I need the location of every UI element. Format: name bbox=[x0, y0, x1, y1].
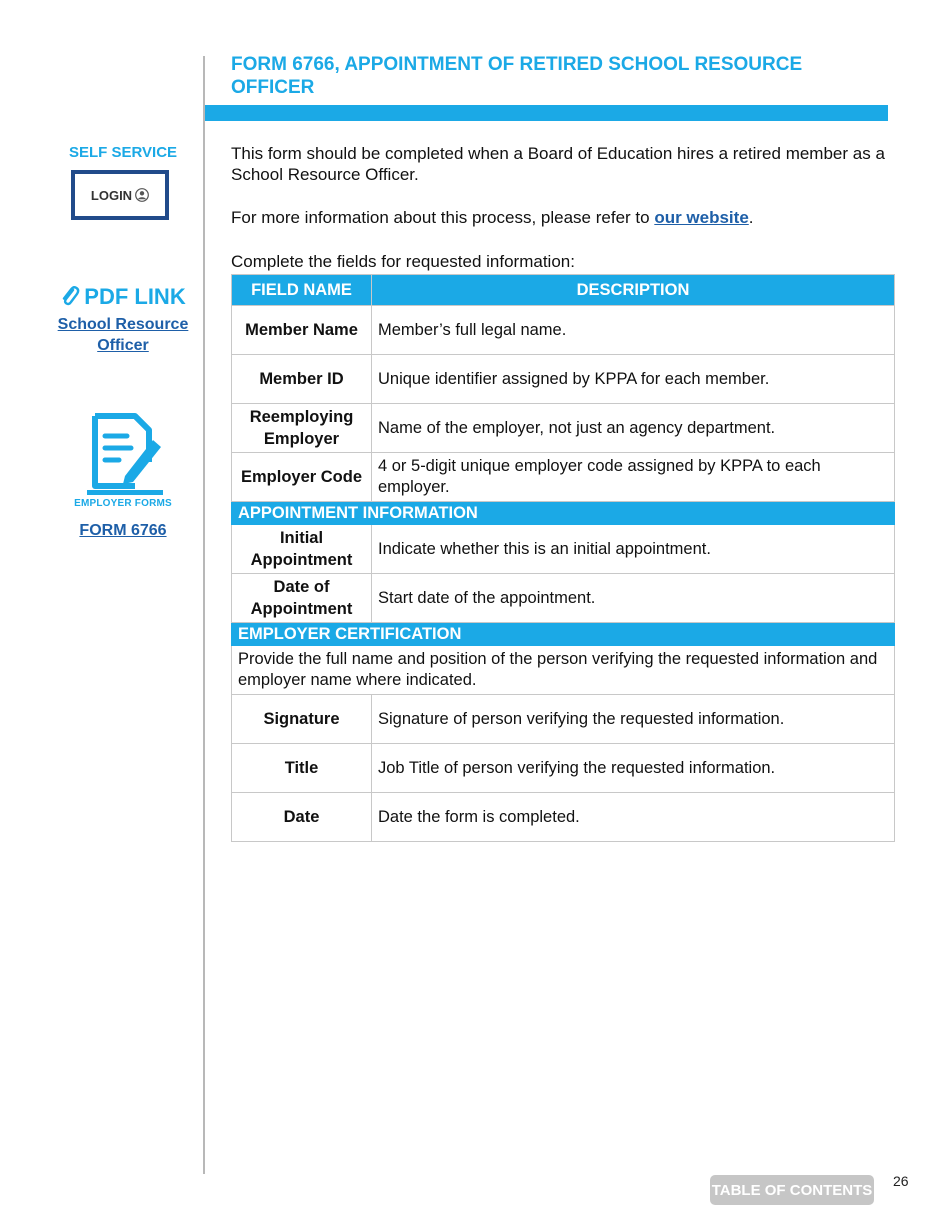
page-number: 26 bbox=[893, 1173, 909, 1189]
table-row bbox=[232, 453, 895, 502]
field-name: Member Name bbox=[232, 306, 372, 355]
field-description: 4 or 5-digit unique employer code assigned by KPPA to each employer. bbox=[372, 453, 895, 502]
table-of-contents-button[interactable]: TABLE OF CONTENTS bbox=[710, 1175, 874, 1205]
table-row bbox=[232, 306, 895, 355]
field-name: Title bbox=[232, 744, 372, 793]
instructions-paragraph: Complete the fields for requested information: bbox=[231, 252, 575, 271]
field-name: Reemploying Employer bbox=[232, 404, 372, 453]
field-description: Member’s full legal name. bbox=[372, 306, 895, 355]
sidebar-divider bbox=[203, 56, 205, 1174]
form-6766-link[interactable]: FORM 6766 bbox=[79, 522, 167, 539]
field-name: Date bbox=[232, 793, 372, 842]
section-title: APPOINTMENT INFORMATION bbox=[232, 502, 895, 525]
certification-note-row bbox=[232, 646, 895, 695]
field-description: Indicate whether this is an initial appointment. bbox=[372, 525, 895, 574]
section-row-certification bbox=[232, 623, 895, 646]
section-title: EMPLOYER CERTIFICATION bbox=[232, 623, 895, 646]
more-info-paragraph: For more information about this process, please refer to our website. bbox=[231, 208, 754, 227]
field-name: Date of Appointment bbox=[232, 574, 372, 623]
field-name: Signature bbox=[232, 695, 372, 744]
our-website-link[interactable]: our website bbox=[654, 208, 749, 227]
fields-table bbox=[231, 274, 895, 842]
pdf-link-school-resource-officer[interactable]: School Resource Officer bbox=[57, 316, 189, 354]
field-description: Job Title of person verifying the requested information. bbox=[372, 744, 895, 793]
table-row bbox=[232, 404, 895, 453]
table-header-row bbox=[232, 275, 895, 306]
table-row bbox=[232, 695, 895, 744]
pdf-link-label: PDF LINK bbox=[84, 284, 186, 309]
table-row bbox=[232, 525, 895, 574]
login-label: LOGIN bbox=[90, 187, 133, 203]
table-row bbox=[232, 793, 895, 842]
table-row bbox=[232, 574, 895, 623]
employer-forms-icon-wrap bbox=[85, 412, 165, 501]
field-description: Start date of the appointment. bbox=[372, 574, 895, 623]
employer-forms-caption: EMPLOYER FORMS bbox=[74, 498, 172, 509]
field-name: Employer Code bbox=[232, 453, 372, 502]
pdf-link-block bbox=[40, 284, 206, 356]
page-title: FORM 6766, APPOINTMENT OF RETIRED SCHOOL RESOURCE OFFICER bbox=[231, 54, 803, 98]
paperclip-icon bbox=[60, 285, 80, 309]
description-header: DESCRIPTION bbox=[372, 275, 895, 306]
field-name-header: FIELD NAME bbox=[232, 275, 372, 306]
login-button[interactable] bbox=[71, 170, 169, 220]
table-row bbox=[232, 744, 895, 793]
field-description: Date the form is completed. bbox=[372, 793, 895, 842]
field-description: Signature of person verifying the requested information. bbox=[372, 695, 895, 744]
intro-paragraph: This form should be completed when a Board of Education hires a retired member as a School Resource Officer. bbox=[231, 144, 885, 184]
table-row bbox=[232, 355, 895, 404]
employer-forms-icon[interactable] bbox=[85, 412, 165, 496]
field-description: Name of the employer, not just an agency department. bbox=[372, 404, 895, 453]
user-icon bbox=[135, 188, 149, 202]
field-description: Unique identifier assigned by KPPA for each member. bbox=[372, 355, 895, 404]
self-service-label: SELF SERVICE bbox=[68, 144, 178, 161]
field-name: Initial Appointment bbox=[232, 525, 372, 574]
certification-note: Provide the full name and position of the person verifying the requested information and employer name where indicated. bbox=[232, 646, 895, 695]
section-row-appointment bbox=[232, 502, 895, 525]
field-name: Member ID bbox=[232, 355, 372, 404]
title-underline-bar bbox=[205, 105, 888, 121]
